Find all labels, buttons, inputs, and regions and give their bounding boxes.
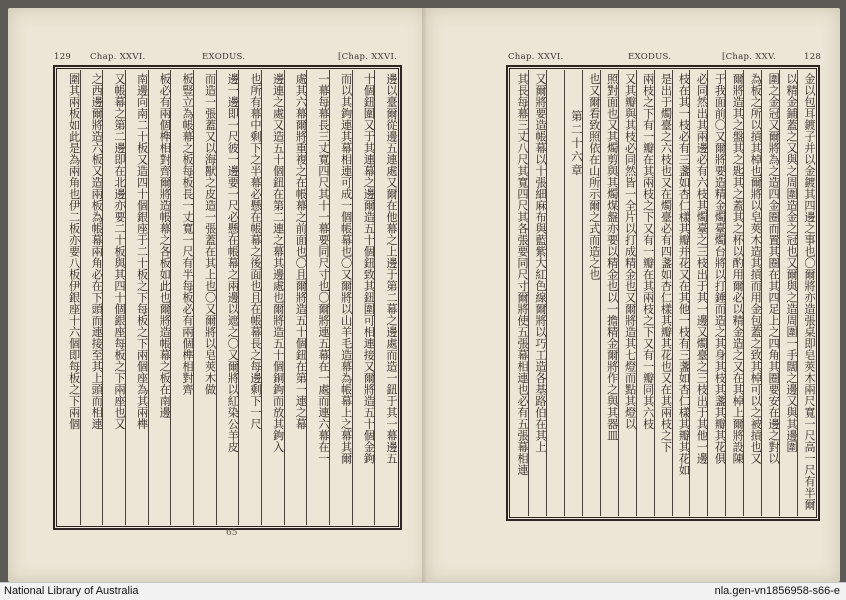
- left-bottom-mark: 65: [226, 528, 238, 538]
- right_page-column-1: 金以包耳鍍子并以金鍍其四邊之事也〇爾將亦造張桌即皂莢木兩尺寬一尺高一尺有半爾: [797, 70, 815, 516]
- left-text-frame: [53, 65, 402, 530]
- right_page-column-7: 必同然出其兩邊必有六枝其燭臺之三枝出于其一邊又燭臺之三枝出于其他一邊: [689, 70, 707, 516]
- left_page-column-3: 而以其鉤連其幕相連可成一個帳幕也〇又爾將以山羊毛造幕為帳幕上之幕其爾: [329, 70, 352, 525]
- right_page-column-3: 圍之金冠又爾將為之造四金圈而置其圈在其四足上之四角其圈要安在邊之對以: [761, 70, 779, 516]
- right-header-chapter-right: [Chap. XXV.: [722, 52, 776, 62]
- right-text-columns: [511, 70, 815, 516]
- right_page-column-8: 枝在其一枝必有三盞如杏仁樣其瓣并花又在其他一枝有三盞如杏仁樣其瓣其花如: [672, 70, 690, 516]
- right-page: [426, 8, 840, 582]
- left_page-column-14: 之西邊爾將造六板又造兩板為帳幕兩角必在下頭而連接至其上頭而相連: [80, 70, 103, 525]
- footer-library-credit: National Library of Australia: [4, 585, 139, 597]
- right_page-column-10: 兩枝之下有一瓣在其兩枝之下又有一瓣在其兩枝之下又有一瓣同其六枝: [636, 70, 654, 516]
- left_page-column-15: 圍其兩板如此是為兩角也伊二板亦要八板伊銀座十六個即每板之下兩個: [67, 73, 81, 430]
- right_page-column-9: 是出于燭臺之六枝也又在燭臺必有四盞如杏仁樣其瓣其花也又在其兩枝之下: [654, 70, 672, 516]
- left_page-column-1: 邊以臺爾從邊五連處又爾在他幕之上邊于第二幕之邊處而造一鈕于其一幕邊五: [374, 70, 397, 525]
- right_page-column-16: 其長每幕三丈八尺其寬四尺其各張要同尺寸爾將使五張幕相連也必有五張幕相連: [516, 73, 529, 476]
- right-page-header: [508, 52, 828, 66]
- left_page-column-8: 邊一邊即一尺彼一邊要一尺必懸在帳幕之兩邊以遮之〇又爾將以紅染公羊皮: [216, 70, 239, 525]
- right_page-column-2: 以精金鋪蓋之又與之周圍造金之冠也又爾與之造周圍一手闊之邊又與其邊圍: [779, 70, 797, 516]
- right_page-column-13: 也又爾看致照依在山所示爾之式而造之也: [582, 70, 600, 516]
- left_page-column-10: 板豎立為帳幕之板每板長一丈寬一尺有半每板必有兩個榫相對齊: [170, 70, 193, 525]
- right_page-column-14: [546, 70, 564, 516]
- footer-item-id: nla.gen-vn1856958-s66-e: [714, 585, 840, 597]
- chapter-heading: 第二十六章: [564, 70, 582, 516]
- left-header-chapter-right: [Chap. XXVI.: [338, 52, 398, 62]
- right-text-frame: [506, 65, 820, 521]
- right-header-chapter: Chap. XXVI.: [508, 52, 564, 62]
- right_page-column-4: 為板之所以摃其棹也爾將以皂莢木造其摃而用金包蓋之致其棹可以之被摃也又: [743, 70, 761, 516]
- right_page-column-15: 又爾將要造帳幕以十張細麻布與藍紫大紅色線爾將以巧工造各基路伯在其上: [528, 70, 546, 516]
- right_page-column-12: 照對面也又其燭剪與其燭煤盤亦要以精金也以一擔精金爾將作之與其器皿: [600, 70, 618, 516]
- left-page-number: 129: [54, 52, 72, 62]
- right_page-column-11: 又其瓣與其枝必同然皆一全片以打成精金也又爾將造其七燈而點其燈以: [618, 70, 636, 516]
- right-page-number: 128: [804, 52, 822, 62]
- right-header-title: EXODUS.: [628, 52, 672, 62]
- left_page-column-12: 南邊向南二十板又造四十個銀座于二十板之下每板之下兩個座為其兩榫: [125, 70, 148, 525]
- left_page-column-9: 而造一張蓋又以海獸之皮造一張蓋在其上也〇又爾將以皂莢木做: [193, 70, 216, 525]
- left_page-column-7: 也所有幕中剩下之半幕必懸在帳幕之後面也且在帳幕長之每邊剩下一尺: [238, 70, 261, 525]
- left_page-column-2: 十個鈕圍又于其連幕之邊爾造五十個鈕致其鈕圍可相連接又爾將造五十個金鉤: [352, 70, 375, 525]
- right_page-column-5: 爾將造其之盤其之匙其之蓋其之杯以酌用爾必以精金造之又在其棹上爾將設陳: [725, 70, 743, 516]
- left-text-columns: [58, 70, 397, 525]
- footer-bar: [0, 582, 846, 600]
- right_page-column-6: 于我面前〇又爾將要造精金燭臺燭台將以打錘而造之其身其枝其盞其瓣其花俱: [707, 70, 725, 516]
- left-page: [8, 8, 426, 582]
- left_page-column-13: 又帳幕之第二邊即在北邊亦要二十板與其四十個銀座每板之下兩座也又: [102, 70, 125, 525]
- left_page-column-4: 一幕每幕長三丈寬四尺其十一幕要同尺寸也〇爾將連五幕在一處而連六幕在一: [306, 70, 329, 525]
- left_page-column-5: 處其六幕爾將重複之在帳幕之前面也〇且爾將造五十個鈕在第一連之幕: [284, 70, 307, 525]
- left-page-header: [54, 52, 404, 66]
- left-header-chapter: Chap. XXVI.: [90, 52, 146, 62]
- left_page-column-11: 板必有兩個榫相對齊爾將造帳幕之各板如此也爾將造帳幕之板在南邊: [148, 70, 171, 525]
- left_page-column-6: 邊連之處又造五十個鈕在第二連之幕其邊處也爾將造五十個銅鉤而放其鉤入: [261, 70, 284, 525]
- book-spread: [6, 0, 842, 583]
- left-header-title: EXODUS.: [202, 52, 246, 62]
